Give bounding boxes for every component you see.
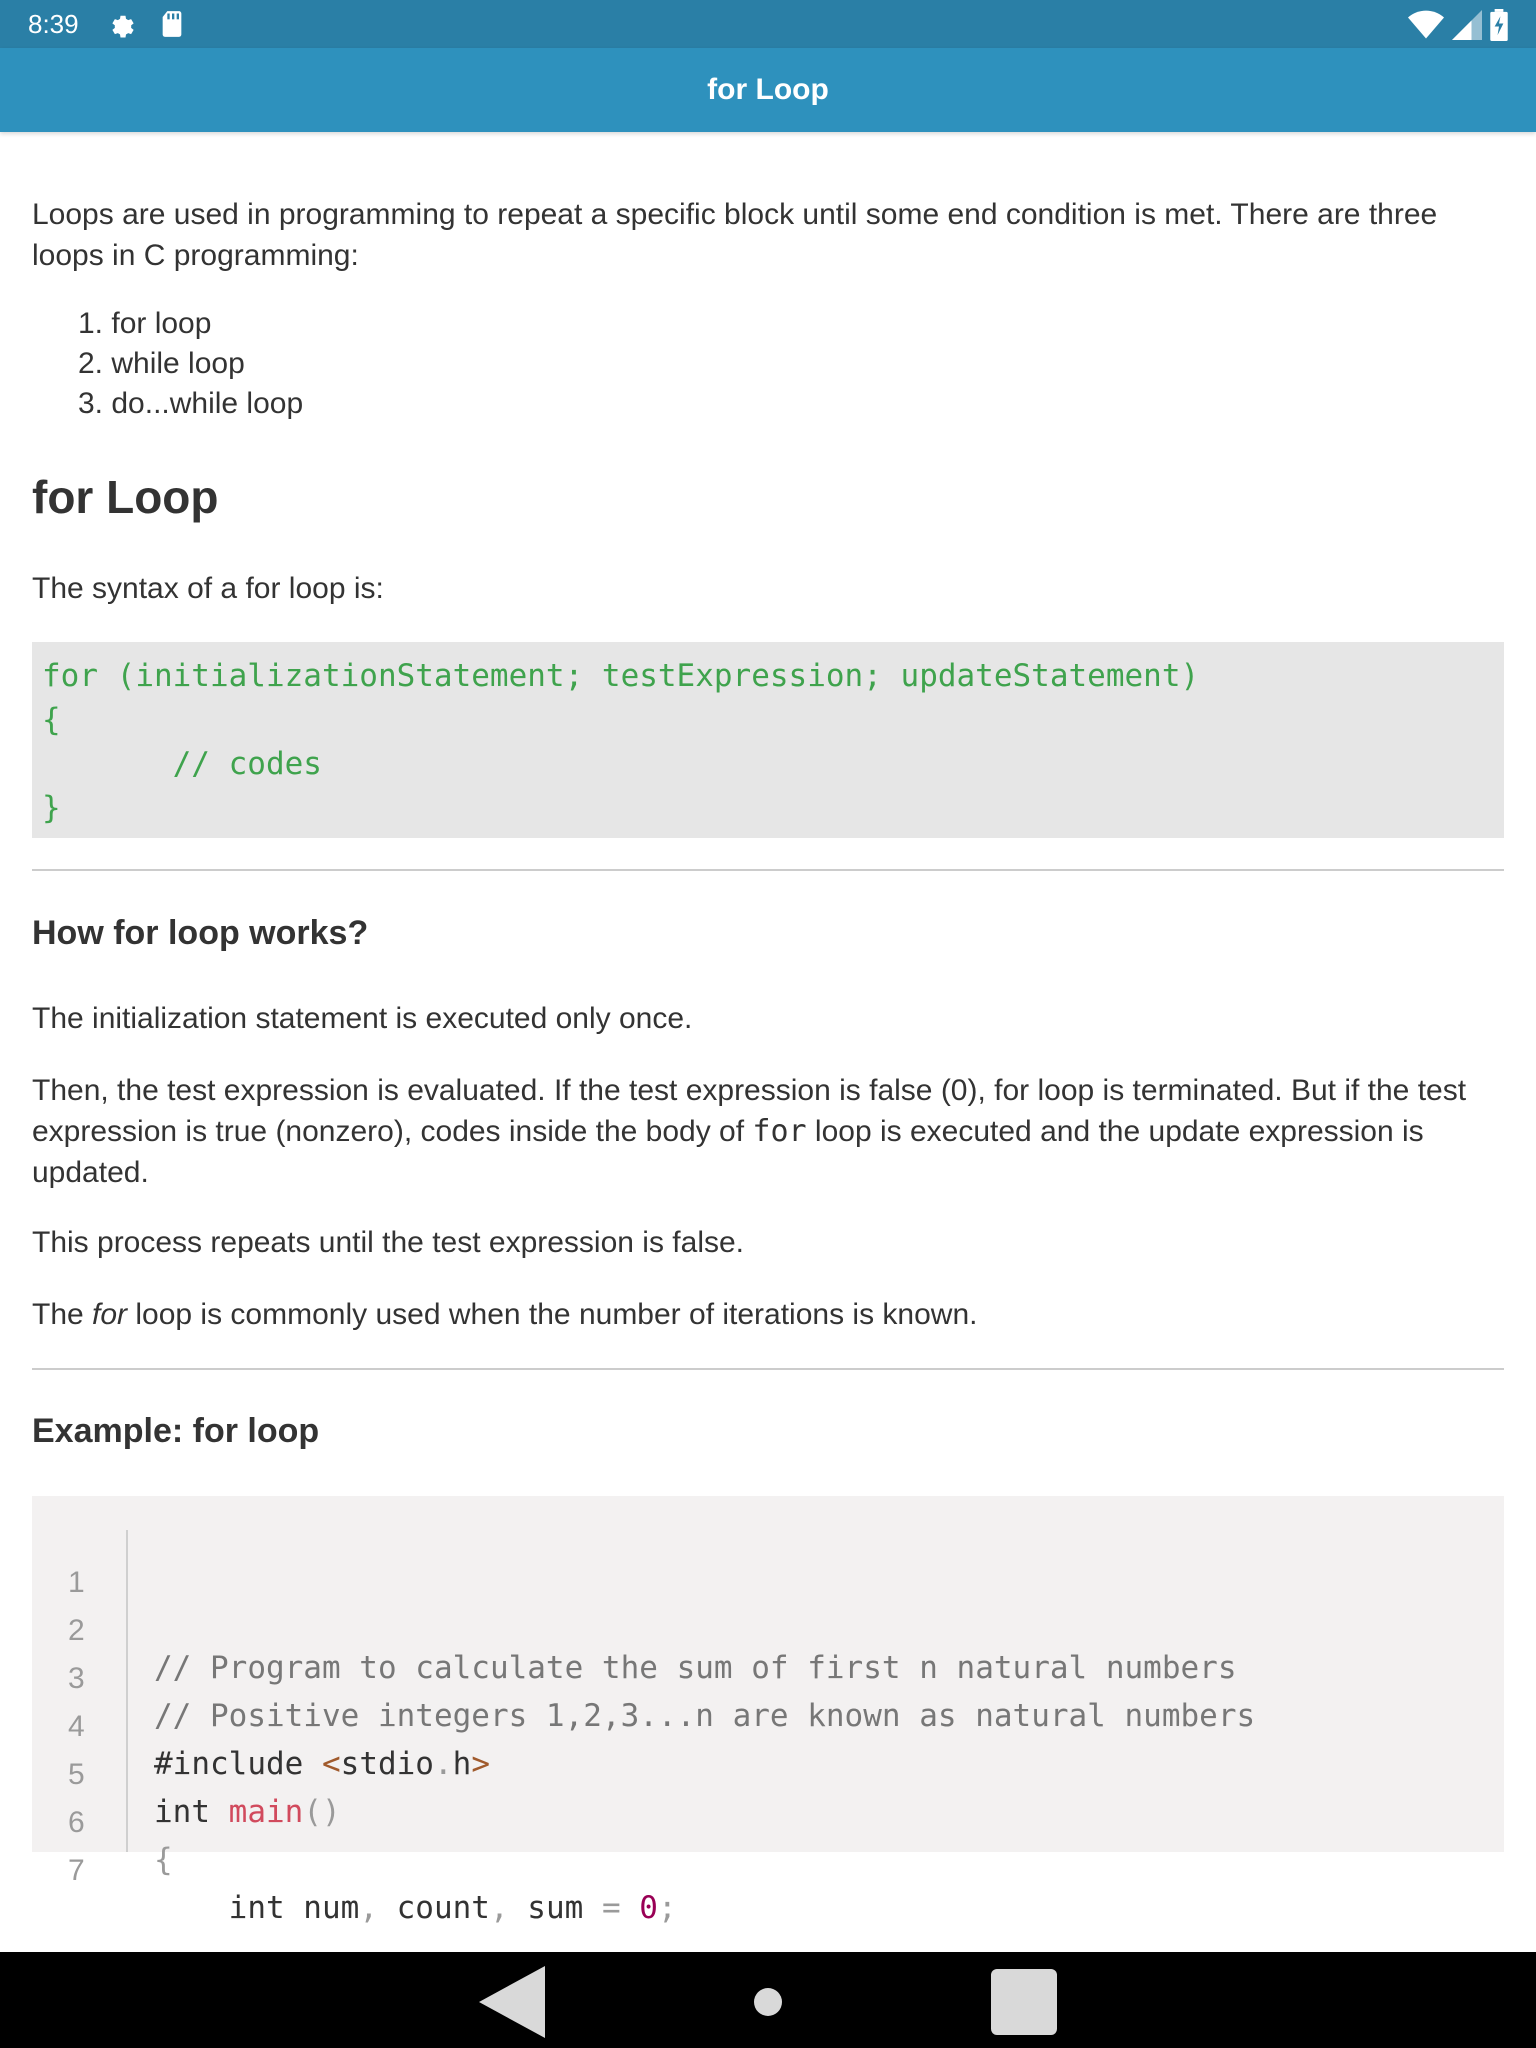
code-line [32, 1626, 1504, 1734]
back-icon[interactable] [474, 1964, 550, 2040]
emphasis-for: for [92, 1298, 128, 1331]
code-line [32, 1578, 1504, 1686]
code-line [32, 1674, 1504, 1782]
line-number: 5 [68, 1758, 85, 1791]
article-content[interactable] [32, 132, 1504, 1952]
line-number: 2 [68, 1614, 85, 1647]
syntax-line: // codes [42, 746, 322, 782]
paragraph-evaluation: Then, the test expression is evaluated. If the test expression is false (0), for loop is terminated. But if the test expression is true (nonzero), codes inside the body of for loop is executed and the update expression is updated. [32, 1074, 1467, 1189]
divider [32, 1368, 1504, 1370]
code-line [32, 1818, 1504, 1926]
code-brace: { [154, 1842, 173, 1878]
code-comment: // Positive integers 1,2,3...n are known as natural numbers [154, 1698, 1256, 1734]
paragraph-initialization: The initialization statement is executed only once. [32, 1002, 693, 1035]
divider [32, 869, 1504, 871]
battery-icon [1490, 9, 1508, 46]
syntax-line: for (initializationStatement; testExpression; updateStatement) [42, 658, 1200, 694]
signal-icon [1452, 10, 1482, 45]
status-bar [0, 0, 1536, 48]
line-number: 4 [68, 1710, 85, 1743]
inline-code: for [752, 1114, 807, 1149]
code-line [32, 1530, 1504, 1599]
wifi-icon [1408, 10, 1444, 45]
code-line [32, 1722, 1504, 1830]
recents-icon[interactable] [986, 1964, 1062, 2040]
line-number: 6 [68, 1806, 85, 1839]
gear-icon [105, 9, 135, 39]
app-bar [0, 48, 1536, 132]
code-include: #include <stdio.h> [154, 1746, 490, 1782]
home-icon[interactable] [730, 1964, 806, 2040]
line-number: 7 [68, 1854, 85, 1887]
line-number: 3 [68, 1662, 85, 1695]
code-declaration: int num, count, sum = 0; [154, 1890, 677, 1926]
list-item: 2. while loop [78, 347, 245, 380]
navigation-bar [0, 1952, 1536, 2048]
paragraph-repeat: This process repeats until the test expression is false. [32, 1226, 745, 1259]
list-item: 3. do...while loop [78, 387, 304, 420]
section-heading-for-loop: for Loop [32, 471, 219, 523]
syntax-line: } [42, 790, 61, 826]
line-number: 1 [68, 1566, 85, 1599]
code-main-signature: int main() [154, 1794, 341, 1830]
code-comment: // Program to calculate the sum of first n natural numbers [154, 1650, 1237, 1686]
status-time: 8:39 [28, 8, 79, 39]
example-code-block[interactable] [32, 1496, 1504, 1926]
section-heading-how-it-works: How for loop works? [32, 914, 369, 952]
paragraph-usage: The for loop is commonly used when the number of iterations is known. [32, 1298, 978, 1331]
intro-paragraph: Loops are used in programming to repeat a specific block until some end condition is met. There are three loops in C programming: [32, 198, 1438, 272]
syntax-label: The syntax of a for loop is: [32, 572, 384, 605]
list-item: 1. for loop [78, 307, 212, 340]
section-heading-example: Example: for loop [32, 1412, 320, 1450]
syntax-code-block [32, 642, 1504, 838]
app-title: for Loop [707, 73, 829, 106]
syntax-line: { [42, 702, 61, 738]
loops-list [78, 304, 303, 424]
code-line [32, 1770, 1504, 1878]
sd-card-icon [157, 9, 187, 39]
